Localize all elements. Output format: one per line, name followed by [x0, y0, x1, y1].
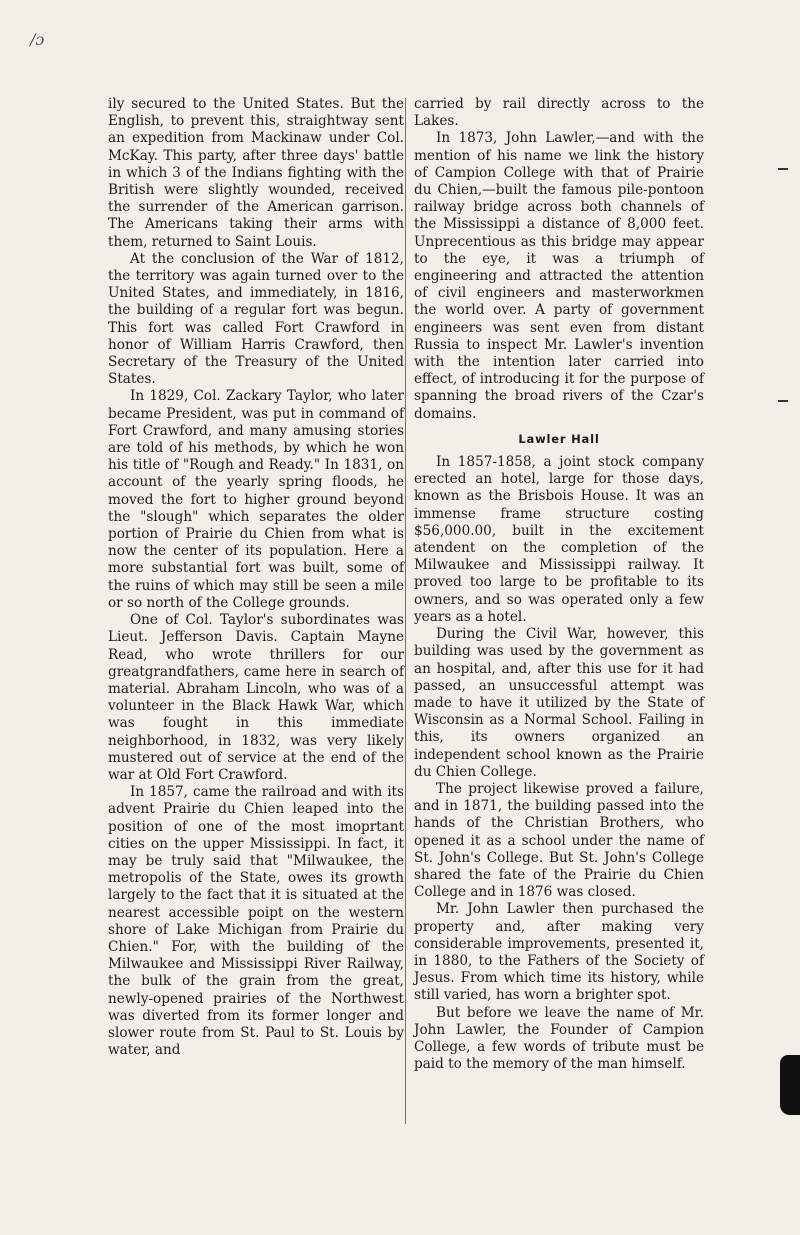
- page-corner-mark: /ɔ: [30, 30, 45, 49]
- right-paragraph-4: During the Civil War, however, this building was used by the government as an hospital, and, after this use for it had passed, an unsuccessful attempt was made to have it utilized by the State of Wisconsin as a Normal School. Failing in this, its owners organized an independent school known as the Prairie du Chien College.: [414, 626, 704, 780]
- margin-tick-mark: [778, 400, 788, 408]
- right-paragraph-1: carried by rail directly across to the Lakes.: [414, 96, 704, 130]
- left-paragraph-3: In 1829, Col. Zackary Taylor, who later became President, was put in command of Fort Crawford, and many amusing stories are told of his methods, by which he won his title of "Rough and Ready." In 1831, on account of the yearly spring floods, he moved the fort to higher ground beyond the "slough" which separates the older portion of Prairie du Chien from what is now the center of its population. Here a more substantial fort was built, some of the ruins of which may still be seen a mile or so north of the College grounds.: [108, 388, 404, 611]
- left-column: [108, 96, 404, 1059]
- right-paragraph-3: In 1857-1858, a joint stock company erected an hotel, large for those days, known as the Brisbois House. It was an immense frame structure costing $56,000.00, built in the excitement atendent on the completion of the Milwaukee and Mississippi railway. It proved too large to be profitable to its owners, and so was operated only a few years as a hotel.: [414, 454, 704, 625]
- left-paragraph-1: ily secured to the United States. But the English, to prevent this, straightway sent an expedition from Mackinaw under Col. McKay. This party, after three days' battle in which 3 of the Indians fighting with the British were slightly wounded, received the surrender of the American garrison. The Americans taking their arms with them, returned to Saint Louis.: [108, 96, 404, 250]
- right-paragraph-7: But before we leave the name of Mr. John Lawler, the Founder of Campion College, a few words of tribute must be paid to the memory of the man himself.: [414, 1004, 704, 1073]
- right-column: [414, 96, 704, 1073]
- left-paragraph-5: In 1857, came the railroad and with its advent Prairie du Chien leaped into the position of one of the most imoprtant cities on the upper Mississippi. In fact, it may be truly said that "Milwaukee, the metropolis of the State, owes its growth largely to the fact that it is situated at the nearest accessible poipt on the western shore of Lake Michigan from Prairie du Chien." For, with the building of the Milwaukee and Mississippi River Railway, the bulk of the grain from the great, newly-opened prairies of the Northwest was diverted from its former longer and slower route from St. Paul to St. Louis by water, and: [108, 784, 404, 1059]
- right-paragraph-2: In 1873, John Lawler,—and with the mention of his name we link the history of Campion College with that of Prairie du Chien,—built the famous pile-pontoon railway bridge across both channels of the Mississippi a distance of 8,000 feet. Unprecentious as this bridge may appear to the eye, it was a triumph of engineering and attracted the attention of civil engineers and masterworkmen the world over. A party of government engineers was sent even from distant Russia to inspect Mr. Lawler's invention with the intention later carried into effect, of introducing it for the purpose of spanning the broad rivers of the Czar's domains.: [414, 130, 704, 422]
- margin-tick-mark: [778, 168, 788, 176]
- right-paragraph-6: Mr. John Lawler then purchased the property and, after making very considerable improvements, presented it, in 1880, to the Fathers of the Society of Jesus. From which time its history, while still varied, has worn a brighter spot.: [414, 901, 704, 1004]
- scan-edge-smudge: [780, 1055, 800, 1115]
- left-paragraph-4: One of Col. Taylor's subordinates was Lieut. Jefferson Davis. Captain Mayne Read, who wrote thrillers for our greatgrandfathers, came here in search of material. Abraham Lincoln, who was of a volunteer in the Black Hawk War, which was fought in this immediate neighborhood, in 1832, was very likely mustered out of service at the end of the war at Old Fort Crawford.: [108, 612, 404, 783]
- section-heading-lawler-hall: Lawler Hall: [518, 431, 600, 446]
- right-paragraph-5: The project likewise proved a failure, and in 1871, the building passed into the hands of the Christian Brothers, who opened it as a school under the name of St. John's College. But St. John's College shared the fate of the Prairie du Chien College and in 1876 was closed.: [414, 780, 704, 901]
- left-paragraph-2: At the conclusion of the War of 1812, the territory was again turned over to the United States, and immediately, in 1816, the building of a regular fort was begun. This fort was called Fort Crawford in honor of William Harris Crawford, then Secretary of the Treasury of the United States.: [108, 250, 404, 388]
- column-divider: [405, 98, 406, 1124]
